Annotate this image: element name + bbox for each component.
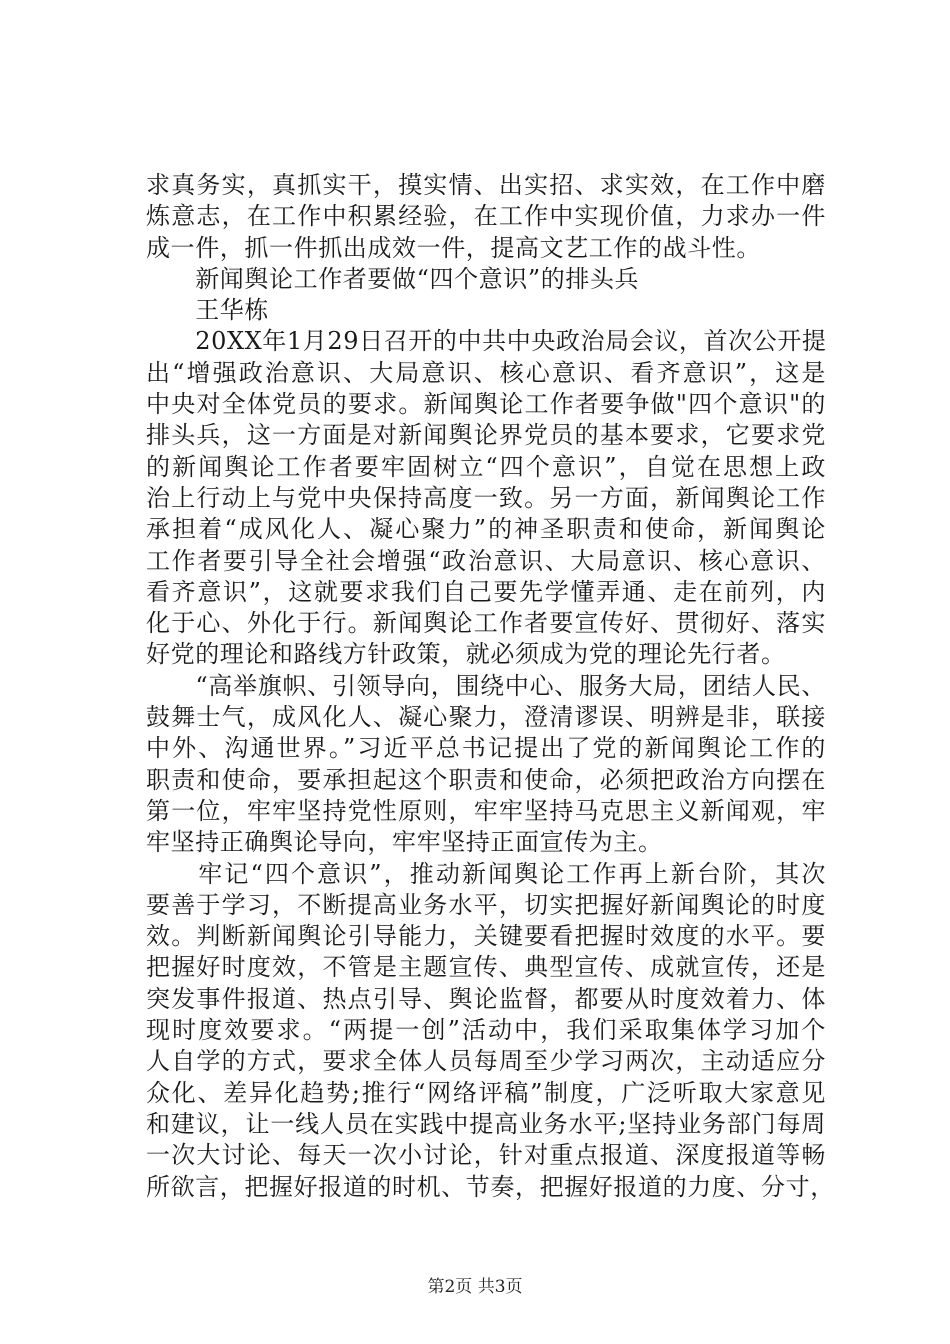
text-line: 求真务实，真抓实干，摸实情、出实招、求实效，在工作中磨 — [146, 171, 826, 199]
text-line: 王华栋 — [146, 296, 269, 325]
text-line: 排头兵，这一方面是对新闻舆论界党员的基本要求，它要求党 — [146, 421, 826, 450]
text-line: 看齐意识”，这就要求我们自己要先学懂弄通、走在前列，内 — [146, 577, 826, 606]
text-line: 和建议，让一线人员在实践中提高业务水平;坚持业务部门每周 — [146, 1109, 826, 1138]
text-line: 鼓舞士气，成风化人、凝心聚力，澄清谬误、明辨是非，联接 — [146, 703, 826, 732]
text-line: 出“增强政治意识、大局意识、核心意识、看齐意识”，这是 — [146, 358, 826, 387]
text-line: 牢记“四个意识”，推动新闻舆论工作再上新台阶，其次 — [146, 859, 826, 888]
text-line: 新闻舆论工作者要做“四个意识”的排头兵 — [146, 264, 640, 293]
text-line: 工作者要引导全社会增强“政治意识、大局意识、核心意识、 — [146, 546, 826, 575]
document-body — [146, 170, 835, 1203]
text-line: 现时度效要求。“两提一创”活动中，我们采取集体学习加个 — [146, 1016, 826, 1045]
text-line: 中外、沟通世界。”习近平总书记提出了党的新闻舆论工作的 — [146, 734, 826, 763]
text-line: 成一件，抓一件抓出成效一件，提高文艺工作的战斗性。 — [146, 233, 761, 262]
text-line: 所欲言，把握好报道的时机、节奏，把握好报道的力度、分寸， — [146, 1172, 835, 1201]
text-line: 效。判断新闻舆论引导能力，关键要看把握时效度的水平。要 — [146, 922, 826, 951]
text-line: 一次大讨论、每天一次小讨论，针对重点报道、深度报道等畅 — [146, 1141, 826, 1170]
text-line: 中央对全体党员的要求。新闻舆论工作者要争做"四个意识"的 — [146, 390, 826, 419]
text-line: 承担着“成风化人、凝心聚力”的神圣职责和使命，新闻舆论 — [146, 515, 826, 544]
text-line: 化于心、外化于行。新闻舆论工作者要宣传好、贯彻好、落实 — [146, 609, 826, 638]
text-line: 20XX年1月29日召开的中共中央政治局会议，首次公开提 — [146, 327, 827, 356]
text-line: 人自学的方式，要求全体人员每周至少学习两次，主动适应分 — [146, 1047, 826, 1076]
text-line: 第一位，牢牢坚持党性原则，牢牢坚持马克思主义新闻观，牢 — [146, 796, 826, 825]
text-line: 治上行动上与党中央保持高度一致。另一方面，新闻舆论工作 — [146, 483, 826, 512]
text-line: “高举旗帜、引领导向，围绕中心、服务大局，团结人民、 — [146, 671, 826, 700]
text-line: 的新闻舆论工作者要牢固树立“四个意识”，自觉在思想上政 — [146, 452, 826, 481]
text-line: 职责和使命，要承担起这个职责和使命，必须把政治方向摆在 — [146, 765, 826, 794]
page-number-footer: 第2页 共3页 — [427, 1277, 523, 1297]
text-line: 牢坚持正确舆论导向，牢牢坚持正面宣传为主。 — [146, 828, 663, 857]
text-line: 炼意志，在工作中积累经验，在工作中实现价值，力求办一件 — [146, 202, 826, 231]
text-line: 突发事件报道、热点引导、舆论监督，都要从时度效着力、体 — [146, 984, 826, 1013]
text-line: 把握好时度效，不管是主题宣传、典型宣传、成就宣传，还是 — [146, 953, 826, 982]
text-line: 好党的理论和路线方针政策，就必须成为党的理论先行者。 — [146, 640, 786, 669]
text-line: 众化、差异化趋势;推行“网络评稿”制度，广泛听取大家意见 — [146, 1078, 826, 1107]
text-line: 要善于学习，不断提高业务水平，切实把握好新闻舆论的时度 — [146, 890, 826, 919]
